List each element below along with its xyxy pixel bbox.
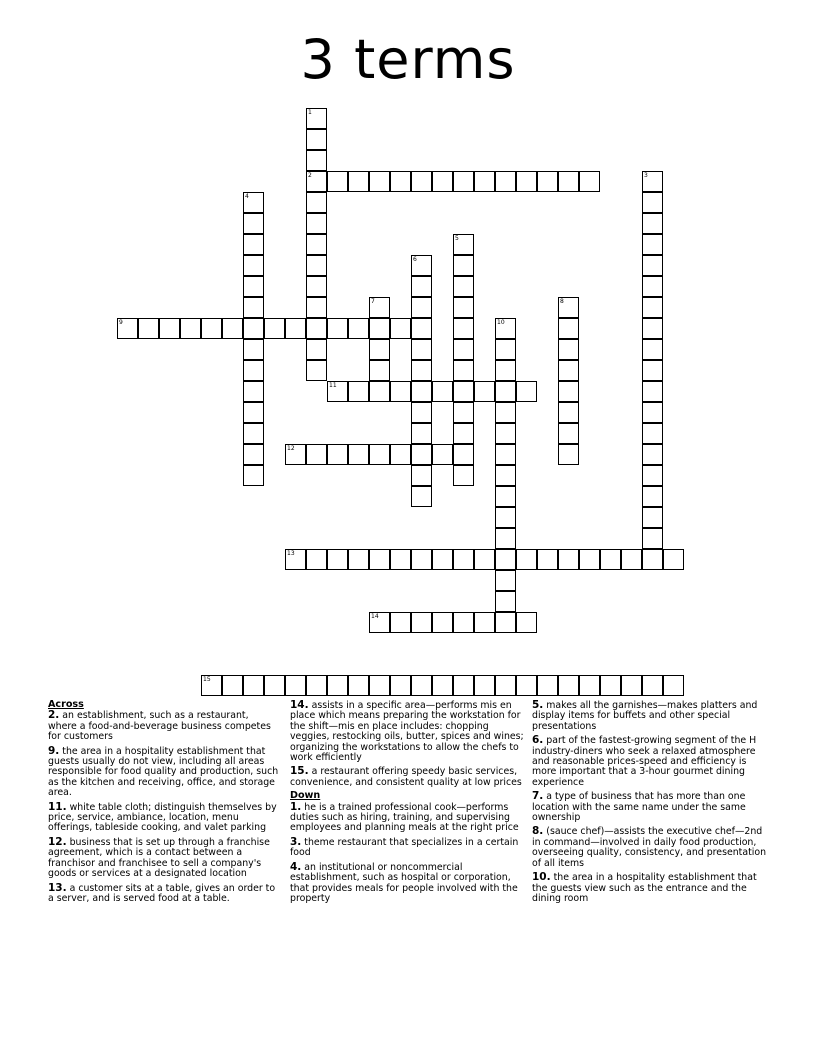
grid-cell[interactable] xyxy=(558,318,579,339)
grid-cell[interactable] xyxy=(453,255,474,276)
grid-cell[interactable] xyxy=(285,675,306,696)
grid-cell[interactable] xyxy=(495,549,516,570)
grid-cell[interactable] xyxy=(453,381,474,402)
grid-cell[interactable] xyxy=(516,612,537,633)
grid-cell[interactable] xyxy=(306,675,327,696)
grid-cell[interactable] xyxy=(642,465,663,486)
grid-cell[interactable] xyxy=(537,675,558,696)
grid-cell[interactable] xyxy=(348,675,369,696)
clue-down-8 xyxy=(532,826,768,869)
grid-cell[interactable] xyxy=(327,381,348,402)
grid-cell[interactable] xyxy=(453,297,474,318)
clue-number-label: 11 xyxy=(329,382,337,389)
grid-cell[interactable] xyxy=(390,675,411,696)
grid-cell[interactable] xyxy=(411,381,432,402)
grid-cell[interactable] xyxy=(642,276,663,297)
grid-cell[interactable] xyxy=(327,318,348,339)
grid-cell[interactable] xyxy=(327,549,348,570)
grid-cell[interactable] xyxy=(285,549,306,570)
grid-cell[interactable] xyxy=(390,612,411,633)
clues-column-3 xyxy=(532,700,768,907)
grid-cell[interactable] xyxy=(306,192,327,213)
grid-cell[interactable] xyxy=(642,318,663,339)
grid-cell[interactable] xyxy=(327,444,348,465)
grid-cell[interactable] xyxy=(495,570,516,591)
grid-cell[interactable] xyxy=(642,507,663,528)
grid-cell[interactable] xyxy=(474,171,495,192)
grid-cell[interactable] xyxy=(558,381,579,402)
grid-cell[interactable] xyxy=(495,360,516,381)
clue-down-7 xyxy=(532,791,768,823)
grid-cell[interactable] xyxy=(306,255,327,276)
grid-cell[interactable] xyxy=(201,675,222,696)
grid-cell[interactable] xyxy=(558,549,579,570)
grid-cell[interactable] xyxy=(306,339,327,360)
clue-text: the area in a hospitality establishment that guests usually do not view, including all areas responsible for food quality and production, such as the kitchen and receiving, office, and storage area. xyxy=(48,745,279,799)
grid-cell[interactable] xyxy=(411,675,432,696)
grid-cell[interactable] xyxy=(243,255,264,276)
clue-number-label: 7 xyxy=(371,298,375,305)
grid-cell[interactable] xyxy=(495,402,516,423)
grid-cell[interactable] xyxy=(516,171,537,192)
grid-cell[interactable] xyxy=(642,339,663,360)
grid-cell[interactable] xyxy=(327,675,348,696)
grid-cell[interactable] xyxy=(495,675,516,696)
grid-cell[interactable] xyxy=(285,444,306,465)
grid-cell[interactable] xyxy=(642,360,663,381)
grid-cell[interactable] xyxy=(243,297,264,318)
clue-number: 13. xyxy=(48,881,67,894)
grid-cell[interactable] xyxy=(474,381,495,402)
grid-cell[interactable] xyxy=(642,444,663,465)
grid-cell[interactable] xyxy=(180,318,201,339)
clue-text: part of the fastest-growing segment of the H industry-diners who seek a relaxed atmosphere and reasonable prices-speed and efficiency is more important that a 3-hour gourmet dining experience xyxy=(532,735,757,788)
grid-cell[interactable] xyxy=(642,423,663,444)
grid-cell[interactable] xyxy=(369,549,390,570)
clue-number: 11. xyxy=(48,800,67,813)
clue-down-6 xyxy=(532,735,768,788)
grid-cell[interactable] xyxy=(243,423,264,444)
grid-cell[interactable] xyxy=(495,171,516,192)
clue-text: white table cloth; distinguish themselves by price, service, ambiance, location, menu offerings, tableside cooking, and valet parking xyxy=(48,801,277,834)
clue-text: a restaurant offering speedy basic services, convenience, and consistent quality at low prices xyxy=(290,766,522,788)
clue-number: 14. xyxy=(290,699,309,711)
grid-cell[interactable] xyxy=(432,444,453,465)
grid-cell[interactable] xyxy=(306,171,327,192)
clues-column-2 xyxy=(290,700,526,907)
grid-cell[interactable] xyxy=(453,318,474,339)
grid-cell[interactable] xyxy=(453,339,474,360)
grid-cell[interactable] xyxy=(201,318,222,339)
grid-cell[interactable] xyxy=(495,486,516,507)
grid-cell[interactable] xyxy=(390,171,411,192)
grid-cell[interactable] xyxy=(558,339,579,360)
grid-cell[interactable] xyxy=(306,108,327,129)
grid-cell[interactable] xyxy=(495,591,516,612)
grid-cell[interactable] xyxy=(243,213,264,234)
grid-cell[interactable] xyxy=(327,171,348,192)
grid-cell[interactable] xyxy=(264,675,285,696)
grid-cell[interactable] xyxy=(369,444,390,465)
grid-cell[interactable] xyxy=(117,318,138,339)
clue-across-2 xyxy=(48,710,280,742)
grid-cell[interactable] xyxy=(495,381,516,402)
grid-cell[interactable] xyxy=(495,612,516,633)
grid-cell[interactable] xyxy=(432,612,453,633)
grid-cell[interactable] xyxy=(411,171,432,192)
grid-cell[interactable] xyxy=(411,612,432,633)
clue-down-4 xyxy=(290,862,526,905)
grid-cell[interactable] xyxy=(453,675,474,696)
grid-cell[interactable] xyxy=(411,318,432,339)
clue-number: 9. xyxy=(48,744,60,757)
grid-cell[interactable] xyxy=(369,360,390,381)
grid-cell[interactable] xyxy=(642,528,663,549)
grid-cell[interactable] xyxy=(243,192,264,213)
grid-cell[interactable] xyxy=(537,171,558,192)
grid-cell[interactable] xyxy=(411,444,432,465)
grid-cell[interactable] xyxy=(243,318,264,339)
grid-cell[interactable] xyxy=(516,381,537,402)
clue-text: a type of business that has more than one location with the same name under the same ownership xyxy=(532,791,746,824)
grid-cell[interactable] xyxy=(348,444,369,465)
grid-cell[interactable] xyxy=(453,171,474,192)
grid-cell[interactable] xyxy=(243,360,264,381)
clue-text: the area in a hospitality establishment that the guests view such as the entrance and the dining room xyxy=(532,872,757,904)
clue-number-label: 4 xyxy=(245,193,249,200)
grid-cell[interactable] xyxy=(411,465,432,486)
grid-cell[interactable] xyxy=(411,255,432,276)
grid-cell[interactable] xyxy=(243,339,264,360)
grid-cell[interactable] xyxy=(264,318,285,339)
grid-cell[interactable] xyxy=(453,549,474,570)
grid-cell[interactable] xyxy=(474,612,495,633)
clue-text: theme restaurant that specializes in a certain food xyxy=(290,836,519,859)
down-heading: Down xyxy=(290,790,321,802)
grid-cell[interactable] xyxy=(369,381,390,402)
grid-cell[interactable] xyxy=(495,444,516,465)
clue-down-5 xyxy=(532,700,768,732)
grid-cell[interactable] xyxy=(306,297,327,318)
clues-column-1 xyxy=(48,700,280,907)
clue-across-11 xyxy=(48,802,280,834)
grid-cell[interactable] xyxy=(411,423,432,444)
grid-cell[interactable] xyxy=(600,549,621,570)
grid-cell[interactable] xyxy=(621,675,642,696)
grid-cell[interactable] xyxy=(495,528,516,549)
grid-cell[interactable] xyxy=(453,276,474,297)
grid-cell[interactable] xyxy=(642,297,663,318)
grid-cell[interactable] xyxy=(306,360,327,381)
grid-cell[interactable] xyxy=(453,234,474,255)
grid-cell[interactable] xyxy=(243,444,264,465)
puzzle-title: 3 terms xyxy=(300,28,516,91)
grid-cell[interactable] xyxy=(243,381,264,402)
grid-cell[interactable] xyxy=(558,444,579,465)
grid-cell[interactable] xyxy=(432,171,453,192)
grid-cell[interactable] xyxy=(642,549,663,570)
grid-cell[interactable] xyxy=(138,318,159,339)
clue-across-12 xyxy=(48,837,280,880)
grid-cell[interactable] xyxy=(495,423,516,444)
clue-text: business that is set up through a franchise agreement, which is a contact between a franchisor and franchisee to sell a company's goods or services at a designated location xyxy=(48,836,270,880)
clue-number-label: 5 xyxy=(455,235,459,242)
clue-number: 2. xyxy=(48,709,60,722)
across-heading: Across xyxy=(48,699,84,710)
grid-cell[interactable] xyxy=(411,339,432,360)
clue-number-label: 6 xyxy=(413,256,417,263)
grid-cell[interactable] xyxy=(348,171,369,192)
clue-number-label: 12 xyxy=(287,445,295,452)
grid-cell[interactable] xyxy=(495,507,516,528)
clue-number: 10. xyxy=(532,871,551,884)
grid-cell[interactable] xyxy=(348,549,369,570)
clue-text: he is a trained professional cook—performs duties such as hiring, training, and supervising employees and planning meals at the right price xyxy=(290,801,519,834)
grid-cell[interactable] xyxy=(474,549,495,570)
grid-cell[interactable] xyxy=(306,150,327,171)
grid-cell[interactable] xyxy=(432,549,453,570)
grid-cell[interactable] xyxy=(432,675,453,696)
grid-cell[interactable] xyxy=(411,297,432,318)
grid-cell[interactable] xyxy=(642,171,663,192)
grid-cell[interactable] xyxy=(516,549,537,570)
clue-down-10 xyxy=(532,872,768,904)
grid-cell[interactable] xyxy=(474,675,495,696)
grid-cell[interactable] xyxy=(243,465,264,486)
clue-text: a customer sits at a table, gives an order to a server, and is served food at a table. xyxy=(48,882,276,904)
grid-cell[interactable] xyxy=(663,675,684,696)
grid-cell[interactable] xyxy=(642,255,663,276)
clue-number: 5. xyxy=(532,699,544,711)
clue-number-label: 8 xyxy=(560,298,564,305)
grid-cell[interactable] xyxy=(579,675,600,696)
clue-number: 6. xyxy=(532,734,544,747)
grid-cell[interactable] xyxy=(621,549,642,570)
grid-cell[interactable] xyxy=(369,339,390,360)
grid-cell[interactable] xyxy=(222,318,243,339)
grid-cell[interactable] xyxy=(390,381,411,402)
clue-number-label: 10 xyxy=(497,319,505,326)
grid-cell[interactable] xyxy=(306,129,327,150)
clue-number: 15. xyxy=(290,765,309,778)
grid-cell[interactable] xyxy=(390,318,411,339)
grid-cell[interactable] xyxy=(453,612,474,633)
clue-text: assists in a specific area—performs mis en place which means preparing the workstation for the shift—mis en place includes: chopping veggies, restocking oils, butter, spices and wines; organizing the workstations to allow the chefs to work efficiently xyxy=(290,700,524,764)
grid-cell[interactable] xyxy=(663,549,684,570)
grid-cell[interactable] xyxy=(579,171,600,192)
grid-cell[interactable] xyxy=(306,318,327,339)
clue-down-1 xyxy=(290,802,526,834)
clue-number-label: 14 xyxy=(371,613,379,620)
grid-cell[interactable] xyxy=(432,381,453,402)
clue-down-3 xyxy=(290,837,526,859)
grid-cell[interactable] xyxy=(369,297,390,318)
grid-cell[interactable] xyxy=(642,213,663,234)
grid-cell[interactable] xyxy=(579,549,600,570)
grid-cell[interactable] xyxy=(642,675,663,696)
clue-number-label: 13 xyxy=(287,550,295,557)
grid-cell[interactable] xyxy=(390,549,411,570)
clue-across-9 xyxy=(48,746,280,799)
clue-text: an institutional or noncommercial establishment, such as hospital or corporation, that provides meals for people involved with the property xyxy=(290,861,518,904)
grid-cell[interactable] xyxy=(537,549,558,570)
grid-cell[interactable] xyxy=(411,360,432,381)
clue-number: 7. xyxy=(532,790,544,803)
grid-cell[interactable] xyxy=(369,171,390,192)
grid-cell[interactable] xyxy=(558,675,579,696)
clue-text: makes all the garnishes—makes platters and display items for buffets and other special presentations xyxy=(532,700,758,732)
grid-cell[interactable] xyxy=(642,381,663,402)
grid-cell[interactable] xyxy=(243,402,264,423)
grid-cell[interactable] xyxy=(348,318,369,339)
grid-cell[interactable] xyxy=(243,675,264,696)
clue-text: (sauce chef)—assists the executive chef—2nd in command—involved in daily food production, overseeing quality, consistency, and presentation of all items xyxy=(532,826,767,869)
grid-cell[interactable] xyxy=(306,276,327,297)
clue-number-label: 2 xyxy=(308,172,312,179)
grid-cell[interactable] xyxy=(306,213,327,234)
grid-cell[interactable] xyxy=(558,360,579,381)
grid-cell[interactable] xyxy=(558,171,579,192)
clue-text: an establishment, such as a restaurant, where a food-and-beverage business competes for customers xyxy=(48,710,271,743)
grid-cell[interactable] xyxy=(495,339,516,360)
grid-cell[interactable] xyxy=(369,318,390,339)
grid-cell[interactable] xyxy=(558,402,579,423)
grid-cell[interactable] xyxy=(285,318,306,339)
grid-cell[interactable] xyxy=(411,486,432,507)
grid-cell[interactable] xyxy=(642,486,663,507)
clue-across-15 xyxy=(290,766,526,788)
clue-number-label: 9 xyxy=(119,319,123,326)
clue-number: 8. xyxy=(532,825,544,838)
grid-cell[interactable] xyxy=(642,234,663,255)
grid-cell[interactable] xyxy=(348,381,369,402)
grid-cell[interactable] xyxy=(222,675,243,696)
clue-number: 1. xyxy=(290,800,302,813)
grid-cell[interactable] xyxy=(453,402,474,423)
grid-cell[interactable] xyxy=(369,675,390,696)
grid-cell[interactable] xyxy=(453,465,474,486)
grid-cell[interactable] xyxy=(306,234,327,255)
grid-cell[interactable] xyxy=(453,360,474,381)
clue-number: 12. xyxy=(48,835,67,848)
grid-cell[interactable] xyxy=(558,297,579,318)
clue-number: 4. xyxy=(290,860,302,873)
clue-number-label: 3 xyxy=(644,172,648,179)
grid-cell[interactable] xyxy=(558,423,579,444)
clue-across-14 xyxy=(290,700,526,763)
grid-cell[interactable] xyxy=(516,675,537,696)
grid-cell[interactable] xyxy=(600,675,621,696)
clue-number-label: 15 xyxy=(203,676,211,683)
grid-cell[interactable] xyxy=(411,549,432,570)
grid-cell[interactable] xyxy=(411,402,432,423)
clue-across-13 xyxy=(48,883,280,905)
grid-cell[interactable] xyxy=(411,276,432,297)
clue-number: 3. xyxy=(290,835,302,848)
grid-cell[interactable] xyxy=(306,549,327,570)
clue-number-label: 1 xyxy=(308,109,312,116)
grid-cell[interactable] xyxy=(306,444,327,465)
grid-cell[interactable] xyxy=(159,318,180,339)
grid-cell[interactable] xyxy=(642,192,663,213)
grid-cell[interactable] xyxy=(453,444,474,465)
grid-cell[interactable] xyxy=(243,276,264,297)
grid-cell[interactable] xyxy=(495,465,516,486)
grid-cell[interactable] xyxy=(390,444,411,465)
grid-cell[interactable] xyxy=(642,402,663,423)
grid-cell[interactable] xyxy=(453,423,474,444)
grid-cell[interactable] xyxy=(369,612,390,633)
grid-cell[interactable] xyxy=(495,318,516,339)
grid-cell[interactable] xyxy=(243,234,264,255)
